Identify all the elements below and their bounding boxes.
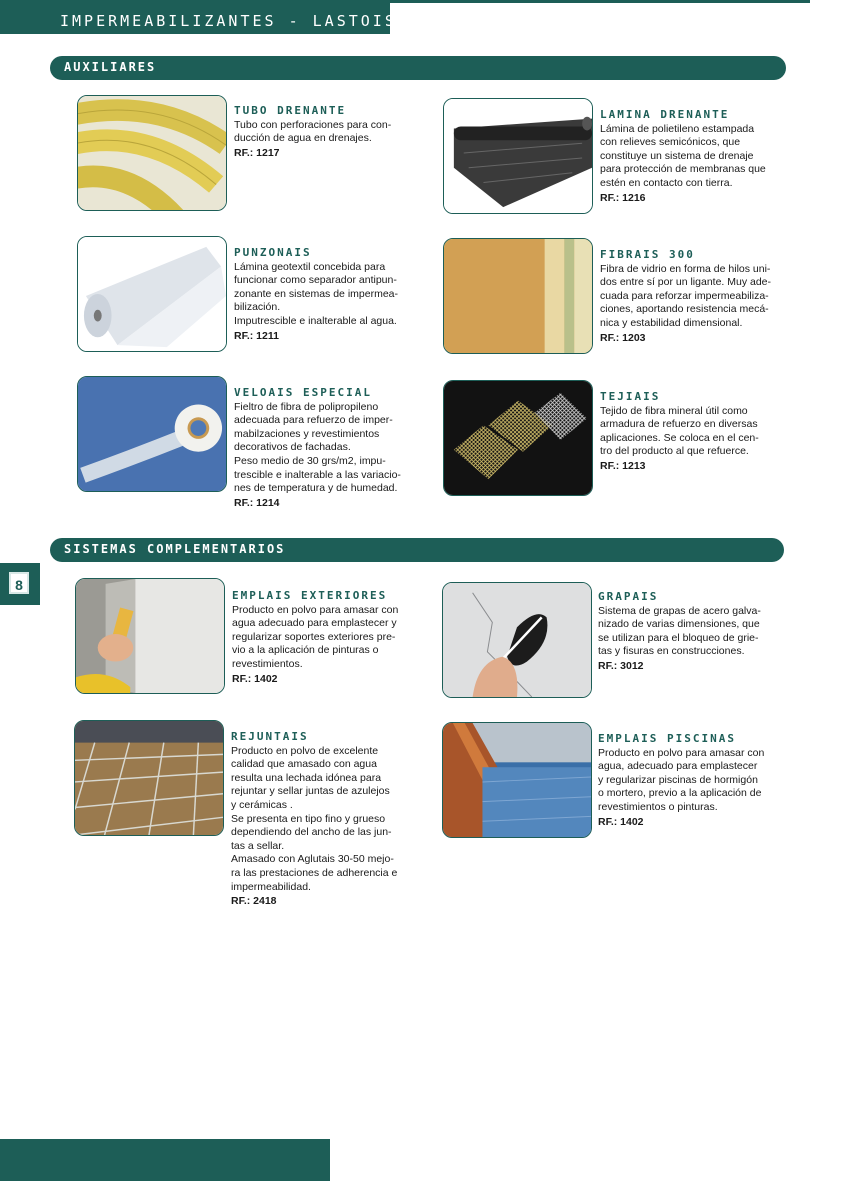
product-ref: RF.: 1217 [234,146,280,159]
description-paragraph: Fieltro de fibra de polipropileno adecuada para refuerzo de imper- mabilzaciones y revestimientos decorativos de fachadas. [234,400,393,454]
product-title: LAMINA DRENANTE [600,108,730,121]
product-description [600,123,800,191]
section-title: AUXILIARES [64,60,157,74]
section-bar-auxiliares [50,56,786,80]
product-lamina-drenante [600,108,800,205]
product-ref: RF.: 1203 [600,331,646,344]
product-ref: RF.: 1216 [600,191,646,204]
product-rejuntais [231,730,431,909]
crack-staple-photo [442,582,592,698]
product-ref: RF.: 1214 [234,496,280,509]
product-ref: RF.: 1402 [232,672,278,685]
section-title: SISTEMAS COMPLEMENTARIOS [64,542,286,556]
page-tab [0,563,40,605]
product-description [232,604,432,672]
product-title: FIBRAIS 300 [600,248,695,261]
geotextile-roll-photo [77,236,227,352]
product-description [231,745,431,895]
product-title: REJUNTAIS [231,730,309,743]
mesh-fabric-photo [443,380,593,496]
description-paragraph: Sistema de grapas de acero galva- nizado de varias dimensiones, que se utilizan para el bloqueo de grie- tas y fisuras en construcciones. [598,604,761,658]
product-description [234,261,434,329]
description-paragraph: Lámina de polietileno estampada con relieves semicónicos, que constituye un sistema de drenaje para protección de membranas que estén en contacto con tierra. [600,122,766,189]
product-title: GRAPAIS [598,590,659,603]
drainage-sheet-roll-photo [443,98,593,214]
product-description [234,119,434,146]
drain-tube-photo [77,95,227,211]
description-paragraph: Imputrescible e inalterable al agua. [234,314,397,327]
section-bar-sistemas [50,538,784,562]
page-number: 8 [9,572,29,594]
product-title: EMPLAIS EXTERIORES [232,589,388,602]
product-ref: RF.: 1211 [234,329,279,342]
product-title: EMPLAIS PISCINAS [598,732,736,745]
product-emplais-piscinas [598,732,798,829]
description-paragraph: Tubo con perforaciones para con- ducción de agua en drenajes. [234,118,392,145]
pool-photo [442,722,592,838]
product-title: VELOAIS ESPECIAL [234,386,372,399]
product-description [598,605,798,659]
product-title: PUNZONAIS [234,246,312,259]
product-description [234,401,434,496]
felt-tape-photo [77,376,227,492]
description-paragraph: Producto en polvo para amasar con agua adecuado para emplastecer y regularizar soportes exteriores pre- vio a la aplicación de pinturas o revestimientos. [232,603,399,670]
footer-band [0,1139,330,1181]
product-ref: RF.: 1402 [598,815,644,828]
fiberglass-photo [443,238,593,354]
header-rule [390,0,810,3]
description-paragraph: Producto en polvo de excelente calidad que amasado con agua resulta una lechada idónea para rejuntar y sellar juntas de azulejos y cerámicas . [231,744,390,811]
product-description [598,747,798,815]
description-paragraph: Lámina geotextil concebida para funcionar como separador antipun- zonante en sistemas de impermea- bilización. [234,260,398,314]
product-punzonais [234,246,434,343]
product-tubo-drenante [234,104,434,160]
tiled-floor-photo [74,720,224,836]
product-tejiais [600,390,800,474]
description-paragraph: Se presenta en tipo fino y grueso dependiendo del ancho de las jun- tas a sellar. [231,812,392,852]
product-description [600,263,800,331]
product-grapais [598,590,798,674]
product-ref: RF.: 3012 [598,659,644,672]
description-paragraph: Peso medio de 30 grs/m2, impu- trescible e inalterable a las variacio- nes de temperatura y de humedad. [234,454,401,495]
trowel-plaster-photo [75,578,225,694]
product-title: TUBO DRENANTE [234,104,347,117]
product-ref: RF.: 2418 [231,895,277,908]
description-paragraph: Amasado con Aglutais 30-50 mejo- ra las prestaciones de adherencia e impermeabilidad. [231,853,398,893]
product-veloais-especial [234,386,434,510]
product-ref: RF.: 1213 [600,459,646,472]
description-paragraph: Tejido de fibra mineral útil como armadura de refuerzo en diversas aplicaciones. Se coloca en el cen- tro del producto al que refuerce. [600,404,759,458]
description-paragraph: Fibra de vidrio en forma de hilos uni- dos entre sí por un ligante. Muy ade- cuada para reforzar impermeabiliza- ciones, aportando resistencia mecá- nica y estabilidad dimensional. [600,262,772,329]
description-paragraph: Producto en polvo para amasar con agua, adecuado para emplastecer y regularizar piscinas de hormigón o mortero, previo a la aplicación de revestimientos o pinturas. [598,746,765,813]
product-emplais-exteriores [232,589,432,686]
header-band [0,0,397,34]
product-fibrais-300 [600,248,800,345]
product-title: TEJIAIS [600,390,661,403]
product-description [600,405,800,459]
page-header-title: IMPERMEABILIZANTES - LASTOIS [60,12,397,30]
